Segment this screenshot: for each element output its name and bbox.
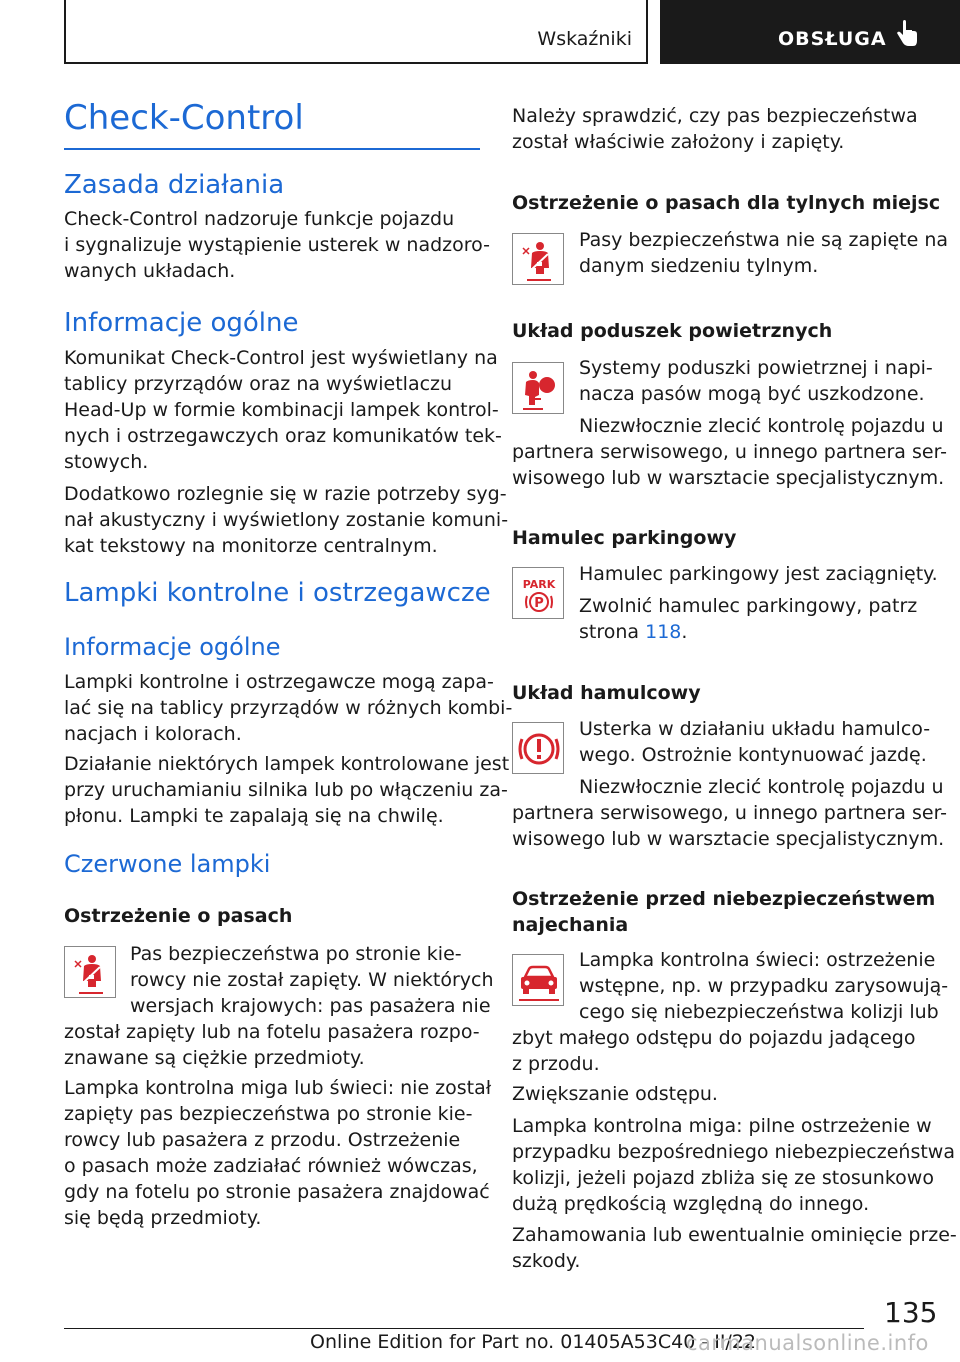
page-number: 135: [884, 1296, 938, 1329]
heading-poduszki: Układ poduszek powietrznych: [512, 320, 833, 342]
najechanie-line-5: z przodu.: [512, 1053, 600, 1075]
watermark: carmanualsonline.info: [686, 1331, 929, 1355]
heading-hamulec: Hamulec parkingowy: [512, 527, 737, 549]
najechanie-icon-line-3: cego się niebezpieczeństwa kolizji lub: [579, 1001, 939, 1023]
najechanie-p4-line-2: szkody.: [512, 1250, 581, 1272]
najechanie-p3-line-4: dużą prędkością względną do innego.: [512, 1193, 870, 1215]
poduszki-p2-line-3: wisowego lub w warsztacie specjalistycznym.: [512, 467, 945, 489]
tylne-line-2: danym siedzeniu tylnym.: [579, 255, 819, 277]
heading-lampki-info: Informacje ogólne: [64, 633, 281, 661]
zasada-line-1: Check-Control nadzoruje funkcje pojazdu: [64, 208, 455, 230]
zasada-line-2: i sygnalizuje wystąpienie usterek w nadzoro-: [64, 234, 490, 256]
pasy-p2-line-5: gdy na fotelu po stronie pasażera znajdować: [64, 1181, 490, 1203]
lampki-p1-line-2: lać się na tablicy przyrządów w różnych kombi-: [64, 697, 513, 719]
info-p1-line-3: Head-Up w formie kombinacji lampek kontrol-: [64, 399, 499, 421]
najechanie-p3-line-3: kolizji, jeżeli pojazd zbliża się ze stosunkowo: [512, 1167, 934, 1189]
pasy-p2-line-1: Lampka kontrolna miga lub świeci: nie został: [64, 1077, 492, 1099]
lampki-p2-line-3: płonu. Lampki te zapalają się na chwilę.: [64, 805, 444, 827]
pasy-icon-line-3: wersjach krajowych: pas pasażera nie: [130, 995, 491, 1017]
park-label: PARK: [522, 578, 556, 591]
poduszki-icon-line-2: nacza pasów mogą być uszkodzone.: [579, 383, 925, 405]
heading-zasada: Zasada działania: [64, 170, 285, 200]
heading-czerwone: Czerwone lampki: [64, 850, 271, 878]
info-p1-line-2: tablicy przyrządów oraz na wyświetlaczu: [64, 373, 453, 395]
lampki-p1-line-3: nacjach i kolorach.: [64, 723, 242, 745]
intro-line-2: został właściwie założony i zapięty.: [512, 131, 845, 153]
poduszki-p2-line-1: Niezwłocznie zlecić kontrolę pojazdu u: [579, 415, 944, 437]
poduszki-icon-line-1: Systemy poduszki powietrznej i napi-: [579, 357, 933, 379]
tylne-line-1: Pasy bezpieczeństwa nie są zapięte na: [579, 229, 949, 251]
heading-lampki: Lampki kontrolne i ostrzegawcze: [64, 578, 491, 608]
info-p1-line-5: stowych.: [64, 451, 149, 473]
footer-rule: [64, 1328, 864, 1329]
heading-najechanie-1: Ostrzeżenie przed niebezpieczeństwem: [512, 888, 936, 910]
hamulcowy-icon-line-1: Usterka w działaniu układu hamulco-: [579, 718, 931, 740]
rear-seatbelt-icon: [512, 233, 564, 285]
lampki-p2-line-2: przy uruchamianiu silnika lub po włączeniu za-: [64, 779, 508, 801]
info-p1-line-1: Komunikat Check-Control jest wyświetlany na: [64, 347, 498, 369]
hamulcowy-p2-line-1: Niezwłocznie zlecić kontrolę pojazdu u: [579, 776, 944, 798]
hamulec-line-3-prefix: strona: [579, 621, 640, 643]
heading-pasy: Ostrzeżenie o pasach: [64, 905, 293, 927]
hamulec-line-2: Zwolnić hamulec parkingowy, patrz: [579, 595, 918, 617]
pasy-line-4: został zapięty lub na fotelu pasażera rozpo-: [64, 1021, 480, 1043]
collision-warning-icon: [512, 954, 564, 1006]
info-p1-line-4: nych i ostrzegawczych oraz komunikatów tek-: [64, 425, 502, 447]
pasy-icon-line-2: rowcy nie został zapięty. W niektórych: [130, 969, 494, 991]
info-p2-line-3: kat tekstowy na monitorze centralnym.: [64, 535, 438, 557]
svg-text:P: P: [534, 596, 544, 611]
najechanie-line-4: zbyt małego odstępu do pojazdu jadącego: [512, 1027, 916, 1049]
poduszki-p2-line-2: partnera serwisowego, u innego partnera ser-: [512, 441, 948, 463]
header-chapter-title: OBSŁUGA: [778, 28, 887, 50]
najechanie-p4-line-1: Zahamowania lub ewentualnie ominięcie prze-: [512, 1224, 957, 1246]
intro-line-1: Należy sprawdzić, czy pas bezpieczeństwa: [512, 105, 918, 127]
najechanie-icon-line-1: Lampka kontrolna świeci: ostrzeżenie: [579, 949, 936, 971]
pasy-p2-line-4: o pasach może zadziałać również wówczas,: [64, 1155, 478, 1177]
heading-hamulcowy: Układ hamulcowy: [512, 682, 701, 704]
title-rule: [64, 148, 480, 150]
header-section-box: [64, 0, 648, 64]
page-title: Check-Control: [64, 98, 304, 138]
info-p2-line-1: Dodatkowo rozlegnie się w razie potrzeby syg-: [64, 483, 507, 505]
heading-info-ogolne: Informacje ogólne: [64, 308, 299, 338]
pasy-line-5: znawane są ciężkie przedmioty.: [64, 1047, 365, 1069]
pasy-p2-line-6: się będą przedmioty.: [64, 1207, 262, 1229]
pasy-p2-line-2: zapięty pas bezpieczeństwa po stronie kie-: [64, 1103, 473, 1125]
zasada-line-3: wanych układach.: [64, 260, 236, 282]
parking-brake-icon: [512, 567, 564, 619]
hamulec-line-3: [579, 619, 687, 645]
seatbelt-warning-icon: [64, 946, 116, 998]
hamulec-line-3-suffix: .: [681, 621, 688, 643]
page-118-link[interactable]: 118: [645, 621, 682, 643]
airbag-icon: [512, 362, 564, 414]
najechanie-p3-line-2: przypadku bezpośredniego niebezpieczeństwa: [512, 1141, 955, 1163]
hand-pointer-icon: [894, 20, 920, 52]
info-p2-line-2: nał akustyczny i wyświetlony zostanie komuni-: [64, 509, 509, 531]
footer-edition: Online Edition for Part no. 01405A53C40 - II/22: [310, 1331, 757, 1353]
header-chapter-tab: [660, 0, 960, 64]
lampki-p2-line-1: Działanie niektórych lampek kontrolowane jest: [64, 753, 510, 775]
header-section-title: Wskaźniki: [537, 28, 632, 50]
heading-najechanie-2: najechania: [512, 914, 629, 936]
najechanie-p2: Zwiększanie odstępu.: [512, 1083, 718, 1105]
lampki-p1-line-1: Lampki kontrolne i ostrzegawcze mogą zapa-: [64, 671, 494, 693]
pasy-icon-line-1: Pas bezpieczeństwa po stronie kie-: [130, 943, 462, 965]
najechanie-p3-line-1: Lampka kontrolna miga: pilne ostrzeżenie w: [512, 1115, 932, 1137]
hamulcowy-p2-line-2: partnera serwisowego, u innego partnera ser-: [512, 802, 948, 824]
hamulcowy-icon-line-2: wego. Ostrożnie kontynuować jazdę.: [579, 744, 927, 766]
heading-tylne: Ostrzeżenie o pasach dla tylnych miejsc: [512, 192, 941, 214]
brake-system-icon: [512, 722, 564, 774]
hamulec-line-1: Hamulec parkingowy jest zaciągnięty.: [579, 563, 938, 585]
pasy-p2-line-3: rowcy lub pasażera z przodu. Ostrzeżenie: [64, 1129, 461, 1151]
hamulcowy-p2-line-3: wisowego lub w warsztacie specjalistycznym.: [512, 828, 945, 850]
najechanie-icon-line-2: wstępne, np. w przypadku zarysowują-: [579, 975, 949, 997]
